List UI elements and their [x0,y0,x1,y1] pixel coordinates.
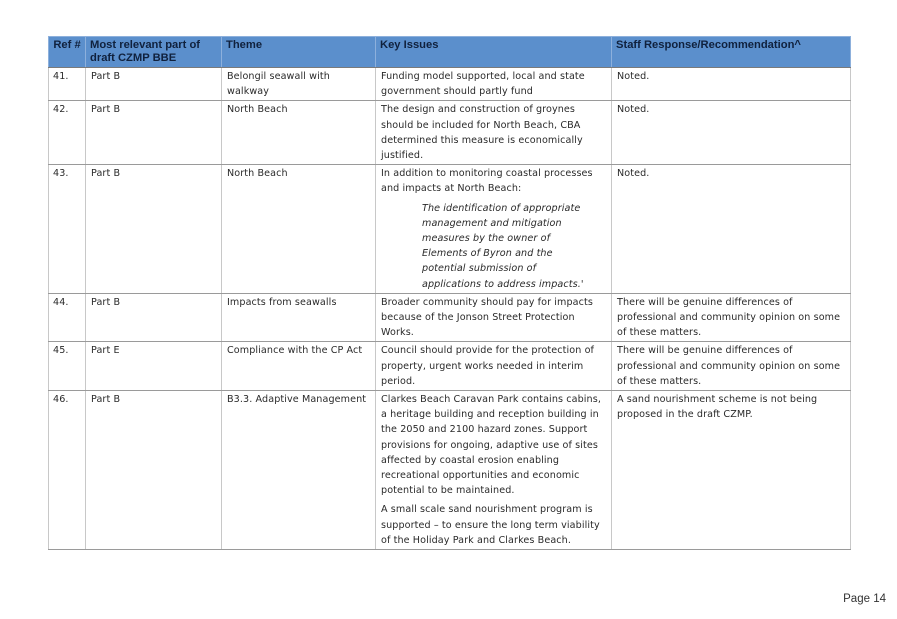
table-row [49,342,851,391]
table-row [49,293,851,342]
cell-ref: 46. [49,391,86,550]
cell-theme: North Beach [222,165,376,294]
table-row [49,391,851,550]
page-number: Page 14 [843,593,886,605]
cell-staff-response: There will be genuine differences of professional and community opinion on some of these matters. [612,342,851,391]
cell-ref: 44. [49,293,86,342]
cell-key-issues [376,101,612,165]
key-issue-paragraph: In addition to monitoring coastal processes and impacts at North Beach: [381,168,593,195]
header-ref: Ref # [49,37,86,68]
cell-staff-response: Noted. [612,68,851,101]
header-part: Most relevant part of draft CZMP BBE [86,37,222,68]
cell-part: Part B [86,391,222,550]
cell-staff-response: Noted. [612,165,851,294]
cell-ref: 42. [49,101,86,165]
cell-part: Part B [86,68,222,101]
cell-theme: North Beach [222,101,376,165]
key-issue-paragraph: Funding model supported, local and state government should partly fund [381,71,585,98]
header-staff-response: Staff Response/Recommendation^ [612,37,851,68]
header-theme: Theme [222,37,376,68]
cell-key-issues [376,293,612,342]
cell-key-issues [376,391,612,550]
cell-ref: 43. [49,165,86,294]
cell-part: Part B [86,293,222,342]
cell-staff-response: There will be genuine differences of professional and community opinion on some of these matters. [612,293,851,342]
table-header-row [49,37,851,68]
table-row [49,165,851,294]
key-issue-paragraph: The design and construction of groynes should be included for North Beach, CBA determined this measure is economically justified. [381,104,583,162]
cell-key-issues [376,68,612,101]
cell-part: Part B [86,101,222,165]
cell-part: Part E [86,342,222,391]
cell-key-issues [376,165,612,294]
cell-theme: Compliance with the CP Act [222,342,376,391]
cell-ref: 45. [49,342,86,391]
cell-staff-response: A sand nourishment scheme is not being proposed in the draft CZMP. [612,391,851,550]
submissions-table [48,36,851,550]
cell-theme: Impacts from seawalls [222,293,376,342]
header-key-issues: Key Issues [376,37,612,68]
cell-part: Part B [86,165,222,294]
key-issue-paragraph: A small scale sand nourishment program is supported – to ensure the long term viability of the Holiday Park and Clarkes Beach. [381,504,600,546]
key-issue-paragraph: Council should provide for the protection of property, urgent works needed in interim period. [381,345,595,387]
table-row [49,101,851,165]
cell-theme: B3.3. Adaptive Management [222,391,376,550]
table-body [49,68,851,550]
key-issue-paragraph: Broader community should pay for impacts because of the Jonson Street Protection Works. [381,296,593,339]
cell-theme: Belongil seawall with walkway [222,68,376,101]
key-issue-quote: The identification of appropriate management and mitigation measures by the owner of Elements of Byron and the potential submission of applications to address impacts.' [422,202,584,290]
key-issue-paragraph: Clarkes Beach Caravan Park contains cabins, a heritage building and reception building in the 2050 and 2100 hazard zones. Support provisions for ongoing, adaptive use of sites affected by coastal erosion enabling recreational opportunities and economic potential to be maintained. [381,394,601,497]
cell-staff-response: Noted. [612,101,851,165]
table-row [49,68,851,101]
cell-key-issues [376,342,612,391]
cell-ref: 41. [49,68,86,101]
